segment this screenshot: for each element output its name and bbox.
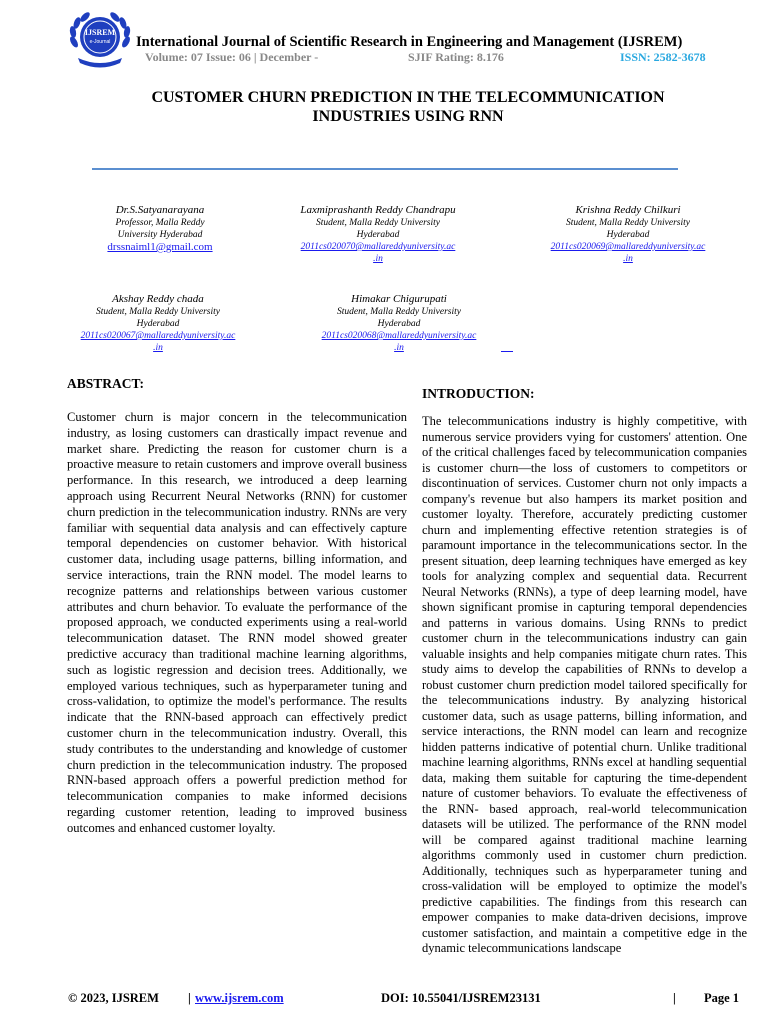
author-affiliation: Professor, Malla Reddy	[115, 218, 205, 228]
author-affiliation: Hyderabad	[377, 319, 421, 329]
author-email-suffix[interactable]: .in	[623, 254, 633, 264]
author-name: Akshay Reddy chada	[112, 293, 204, 305]
introduction-heading: INTRODUCTION:	[422, 386, 535, 401]
volume-info: Volume: 07 Issue: 06 | December -	[145, 50, 319, 64]
author-name: Himakar Chigurupati	[351, 293, 447, 305]
author-email[interactable]: 2011cs020070@mallareddyuniversity.ac	[300, 242, 456, 252]
author-affiliation: Hyderabad	[606, 230, 650, 240]
paper-title	[60, 88, 756, 126]
logo-subtext: e-Journal	[89, 39, 111, 45]
footer-website-link[interactable]: www.ijsrem.com	[195, 991, 284, 1005]
logo-text: IJSREM	[84, 28, 116, 37]
title-line-1: CUSTOMER CHURN PREDICTION IN THE TELECOMMUNICATION	[151, 89, 665, 106]
author-affiliation: Student, Malla Reddy University	[566, 218, 690, 228]
issn: ISSN: 2582-3678	[620, 50, 706, 64]
author-email-suffix[interactable]: .in	[373, 254, 383, 264]
stray-underline	[501, 351, 513, 352]
author-affiliation: Hyderabad	[136, 319, 180, 329]
author-affiliation: Student, Malla Reddy University	[316, 218, 440, 228]
author-email[interactable]: 2011cs020068@mallareddyuniversity.ac	[321, 331, 477, 341]
author-name: Dr.S.Satyanarayana	[115, 204, 205, 216]
author-block	[270, 203, 486, 265]
author-block	[58, 292, 258, 354]
abstract-heading: ABSTRACT:	[67, 376, 145, 391]
author-block	[299, 292, 499, 354]
author-email[interactable]: 2011cs020069@mallareddyuniversity.ac	[550, 242, 706, 252]
journal-logo	[66, 10, 134, 68]
journal-name: International Journal of Scientific Research in Engineering and Management (IJSREM)	[136, 34, 683, 50]
footer-separator: |	[673, 991, 676, 1005]
title-line-2: INDUSTRIES USING RNN	[312, 108, 504, 125]
author-name: Krishna Reddy Chilkuri	[575, 204, 681, 216]
title-divider	[92, 168, 678, 170]
footer-separator: |	[188, 991, 191, 1005]
footer-doi: DOI: 10.55041/IJSREM23131	[381, 991, 541, 1005]
author-affiliation: Hyderabad	[356, 230, 400, 240]
abstract-text: Customer churn is major concern in the telecommunication industry, as losing customers can drastically impact revenue and market share. Predicting the reason for customer churn is a proactive measure to retain customers and improve overall business performance. In this research, we introduced a deep learning approach using Recurrent Neural Networks (RNN) for customer churn prediction in the telecommunication industry. RNNs are very familiar with sequential data analysis and can effectively capture temporal dependencies on customer behavior. With historical customer data, including usage patterns, billing information, and service interactions, train the RNN model. The model learns to recognize patterns and relationships between various customer attributes and churn behavior. To evaluate the performance of the proposed approach, we conducted experiments using a real-world telecommunication dataset. The RNN model showed greater predictive accuracy than traditional machine learning algorithms, such as logistic regression and decision trees. Additionally, we employed various techniques, such as hyperparameter tuning and cross-validation, to optimize the model's performance. The results indicate that the RNN-based approach can effectively predict customer churn in the telecommunication industry. Overall, this study contributes to the understanding and knowledge of customer churn prediction in the telecommunication industry. The proposed RNN-based approach offers a powerful prediction method for telecommunication companies to make informed decisions regarding customer retention, leading to improved business outcomes and enhanced customer loyalty.	[67, 410, 407, 835]
author-email[interactable]: drssnaiml1@gmail.com	[107, 241, 213, 253]
author-email[interactable]: 2011cs020067@mallareddyuniversity.ac	[80, 331, 236, 341]
footer-page-number: Page 1	[704, 991, 740, 1005]
author-block	[528, 203, 728, 265]
sjif-rating: SJIF Rating: 8.176	[408, 50, 504, 64]
author-email-suffix[interactable]: .in	[153, 343, 163, 353]
author-email-suffix[interactable]: .in	[394, 343, 404, 353]
author-affiliation: Student, Malla Reddy University	[96, 307, 220, 317]
author-block	[80, 203, 240, 253]
introduction-text: The telecommunications industry is highly competitive, with numerous service providers vying for customers' attention. One of the critical challenges faced by telecommunication companies is customer churn—the loss of customers to competitors or discontinuation of services. Customer churn not only impacts a company's revenue but also hampers its market position and customer loyalty. Therefore, accurately predicting customer churn and implementing effective retention strategies is of paramount importance in the telecommunications sector. In the present situation, deep learning techniques have emerged as key tools for analyzing complex and sequential data. Recurrent Neural Networks (RNNs), a type of deep learning model, have shown significant promise in capturing temporal dependencies and patterns in various domains. Using RNNs to predict customer churn in the telecommunications industry can gain valuable insights and help companies mitigate churn rates. This study aims to develop the capabilities of RNNs to develop a robust customer churn prediction model tailored specifically for the telecommunications industry. By analyzing historical customer data, such as usage patterns, billing information, and service interactions, the RNN model can learn and recognize hidden patterns indicative of potential churn. Unlike traditional machine learning algorithms, RNNs excel at handling sequential data, making them suitable for capturing the time-dependent nature of customer behaviors. To evaluate the effectiveness of the RNN- based approach, real-world telecommunication datasets will be utilized. The performance of the RNN model will be compared against traditional machine learning algorithms commonly used in customer churn prediction. Additionally, techniques such as hyperparameter tuning and cross-validation will be employed to optimize the model's predictive capabilities. The findings from this research can empower companies to make data-driven decisions, improve customer satisfaction, and maintain a competitive edge in the dynamic telecommunications landscape	[422, 414, 747, 955]
author-affiliation: University Hyderabad	[117, 230, 203, 240]
author-name: Laxmiprashanth Reddy Chandrapu	[300, 204, 456, 216]
author-affiliation: Student, Malla Reddy University	[337, 307, 461, 317]
footer-copyright: © 2023, IJSREM	[68, 991, 159, 1005]
